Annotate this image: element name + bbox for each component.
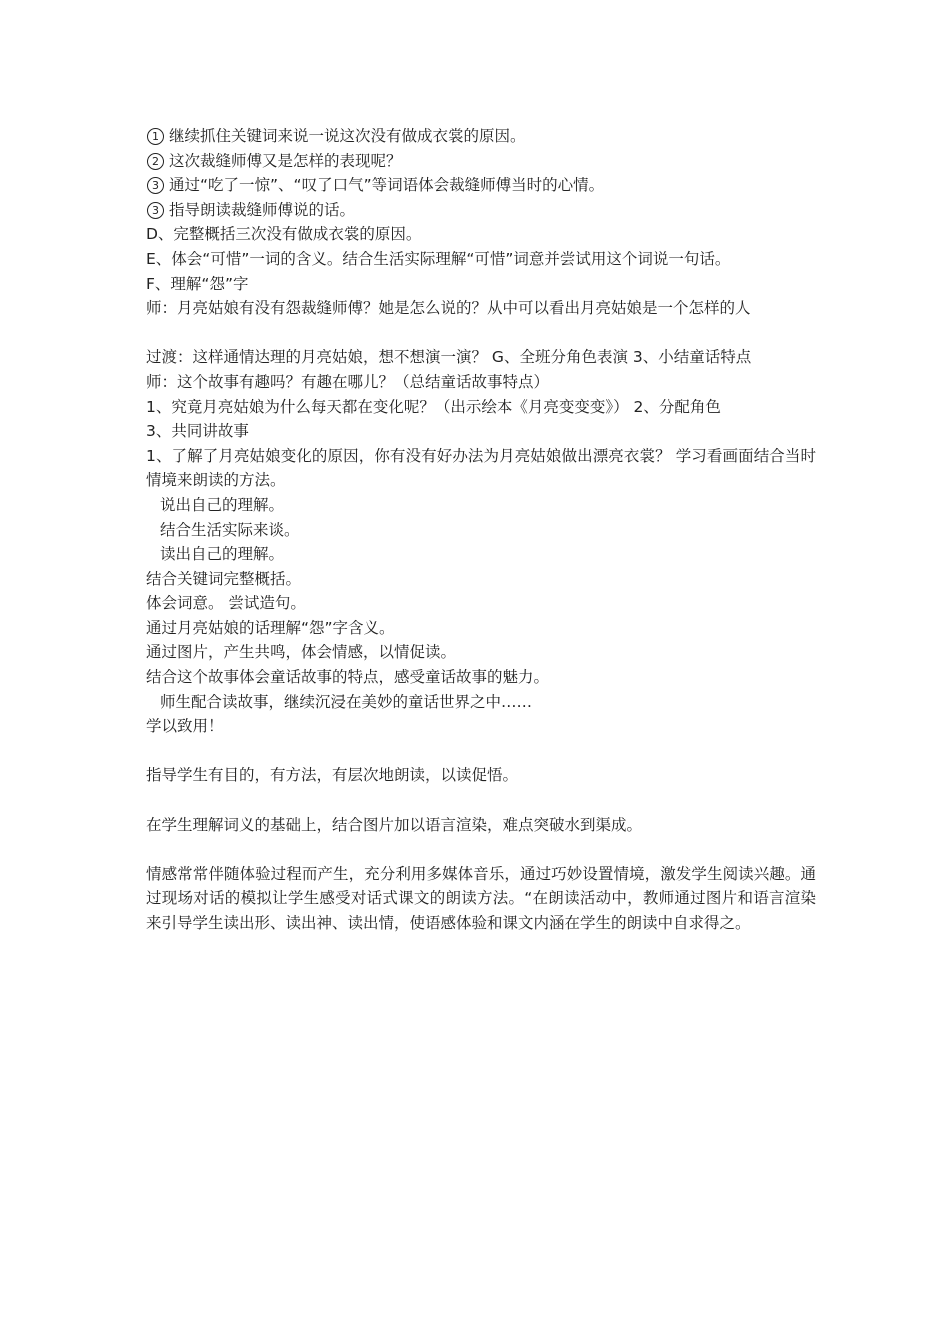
line-text: 指导朗读裁缝师傅说的话。 <box>169 200 356 219</box>
document-page <box>146 124 816 936</box>
blank-line <box>146 739 816 764</box>
blank-line <box>146 788 816 813</box>
circled-number: 1 <box>147 128 164 145</box>
text-line: 通过图片，产生共鸣，体会情感，以情促读。 <box>146 643 457 662</box>
line-text: 通过“吃了一惊”、“叹了口气”等词语体会裁缝师傅当时的心情。 <box>169 176 605 195</box>
text-line: 师：这个故事有趣吗？有趣在哪儿？（总结童话故事特点） <box>146 372 550 391</box>
text-line: 说出自己的理解。 <box>160 495 285 514</box>
text-line <box>146 124 816 149</box>
text-line: F、理解“怨”字 <box>146 274 249 293</box>
circled-number: 3 <box>147 202 164 219</box>
text-line: 结合生活实际来谈。 <box>160 520 300 539</box>
text-paragraph: 过渡：这样通情达理的月亮姑娘，想不想演一演？ G、全班分角色表演 3、小结童话特点 <box>146 348 752 367</box>
text-line <box>146 198 816 223</box>
text-paragraph: 1、了解了月亮姑娘变化的原因，你有没有好办法为月亮姑娘做出漂亮衣裳？ 学习看画面结合当时情境来朗读的方法。 <box>146 446 816 490</box>
text-line: 学以致用！ <box>146 717 224 736</box>
text-paragraph: 情感常常伴随体验过程而产生，充分利用多媒体音乐，通过巧妙设置情境，激发学生阅读兴趣。通过现场对话的模拟让学生感受对话式课文的朗读方法。“在朗读活动中，教师通过图片和语言渲染来引导学生读出形、读出神、读出情，使语感体验和课文内涵在学生的朗读中自求得之。 <box>146 864 816 932</box>
text-line: E、体会“可惜”一词的含义。结合生活实际理解“可惜”词意并尝试用这个词说一句话。 <box>146 249 731 268</box>
text-line: 体会词意。 尝试造句。 <box>146 594 306 613</box>
text-line: 通过月亮姑娘的话理解“怨”字含义。 <box>146 618 395 637</box>
text-line: 读出自己的理解。 <box>160 545 285 564</box>
text-line: 结合关键词完整概括。 <box>146 569 302 588</box>
line-text: 这次裁缝师傅又是怎样的表现呢？ <box>169 151 402 170</box>
text-line <box>146 149 816 174</box>
line-text: 继续抓住关键词来说一说这次没有做成衣裳的原因。 <box>169 127 526 145</box>
text-line: 1、究竟月亮姑娘为什么每天都在变化呢？（出示绘本《月亮变变变》） 2、分配角色 <box>146 397 721 416</box>
text-line: D、完整概括三次没有做成衣裳的原因。 <box>146 225 422 244</box>
text-line: 3、共同讲故事 <box>146 422 249 441</box>
text-line: 在学生理解词义的基础上，结合图片加以语言渲染，难点突破水到渠成。 <box>146 815 643 834</box>
text-line: 指导学生有目的，有方法，有层次地朗读，以读促悟。 <box>146 766 519 785</box>
text-line: 师生配合读故事，继续沉浸在美妙的童话世界之中…… <box>160 692 533 711</box>
circled-number: 3 <box>147 177 164 194</box>
blank-line <box>146 837 816 862</box>
text-line: 师：月亮姑娘有没有怨裁缝师傅？她是怎么说的？从中可以看出月亮姑娘是一个怎样的人 <box>146 299 751 318</box>
circled-number: 2 <box>147 153 164 170</box>
text-line <box>146 173 816 198</box>
text-line: 结合这个故事体会童话故事的特点，感受童话故事的魅力。 <box>146 668 550 687</box>
blank-line <box>146 321 816 346</box>
